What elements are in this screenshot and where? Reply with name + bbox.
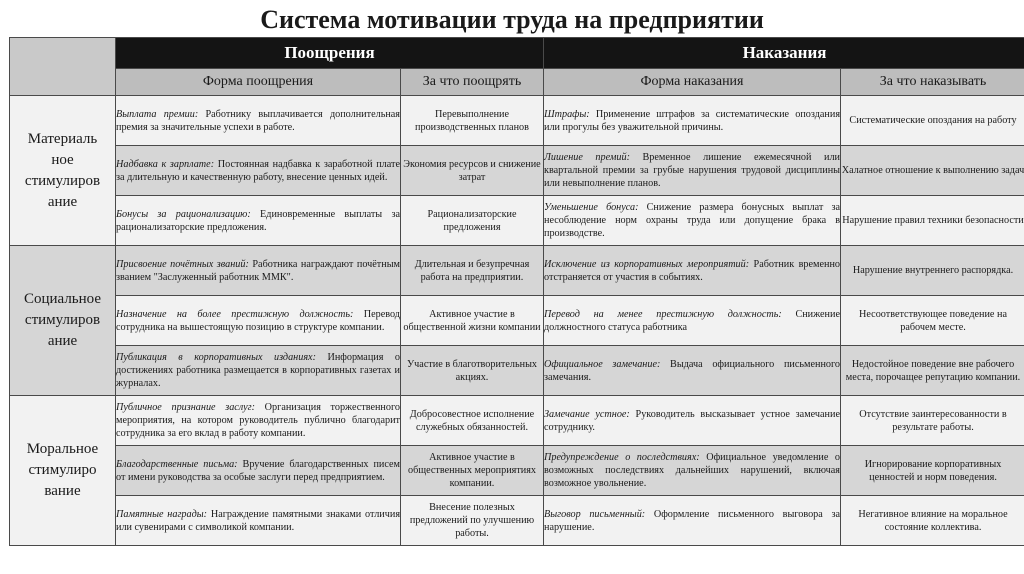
penalty-for-cell: Нарушение правил техники безопасности <box>841 196 1024 246</box>
penalty-text: Руководитель высказывает устное замечание сотруднику. <box>544 408 840 433</box>
reward-label: Назначение на более престижную должность: <box>116 308 354 320</box>
category-label: Моральное стимулиро вание <box>26 441 99 499</box>
table-row <box>10 146 1024 196</box>
reward-label: Выплата премии: <box>116 108 199 120</box>
category-cell-material <box>10 96 116 246</box>
penalty-text: Оформление письменного выговора за нарушение. <box>544 508 840 533</box>
reward-text: Работника награждают почётным званием "Заслуженный работник ММК". <box>116 258 400 283</box>
penalty-form-cell <box>544 246 841 296</box>
reward-for-cell: Экономия ресурсов и снижение затрат <box>401 146 544 196</box>
reward-form-header: Форма поощрения <box>116 69 401 96</box>
penalty-label: Уменьшение бонуса: <box>544 202 639 213</box>
table-row <box>10 396 1024 446</box>
reward-for-cell: Рационализаторские предложения <box>401 196 544 246</box>
reward-for-cell: Активное участие в общественных мероприятиях компании. <box>401 446 544 496</box>
penalty-label: Исключение из корпоративных мероприятий: <box>544 258 750 270</box>
reward-form-cell <box>116 196 401 246</box>
penalty-label: Лишение премий: <box>544 152 630 163</box>
penalty-for-cell: Несоответствующее поведение на рабочем месте. <box>841 296 1024 346</box>
penalty-for-cell: Нарушение внутреннего распорядка. <box>841 246 1024 296</box>
reward-form-cell <box>116 346 401 396</box>
reward-label: Надбавка к зарплате: <box>116 158 215 170</box>
penalty-label: Замечание устное: <box>544 408 630 420</box>
table-row <box>10 296 1024 346</box>
penalty-form-header: Форма наказания <box>544 69 841 96</box>
reward-form-cell <box>116 446 401 496</box>
penalty-text: Снижение должностного статуса работника <box>544 308 840 333</box>
reward-form-cell <box>116 96 401 146</box>
penalty-label: Предупреждение о последствиях: <box>544 452 700 463</box>
table-row <box>10 346 1024 396</box>
penalty-text: Временное лишение ежемесячной или квартальной премии за грубые нарушения трудовой дисциплины или невыполнение планов. <box>544 152 840 189</box>
reward-for-cell: Внесение полезных предложений по улучшению работы. <box>401 496 544 546</box>
reward-for-header: За что поощрять <box>401 69 544 96</box>
table-row <box>10 496 1024 546</box>
reward-for-cell: Активное участие в общественной жизни компании <box>401 296 544 346</box>
reward-form-cell <box>116 246 401 296</box>
penalty-form-cell <box>544 496 841 546</box>
penalty-form-cell <box>544 446 841 496</box>
reward-text: Организация торжественного мероприятия, на котором руководитель публично благодарит сотрудника за его вклад в работу компании. <box>116 402 400 439</box>
reward-text: Информация о достижениях работника размещается в корпоративных газетах и журналах. <box>116 352 400 389</box>
penalty-form-cell <box>544 346 841 396</box>
reward-for-cell: Участие в благотворительных акциях. <box>401 346 544 396</box>
category-label: Социальное стимулиров ание <box>23 291 102 349</box>
penalty-label: Штрафы: <box>544 108 590 120</box>
reward-form-cell <box>116 396 401 446</box>
penalty-label: Перевод на менее престижную должность: <box>544 308 782 320</box>
header-row-2 <box>10 69 1024 96</box>
penalty-for-cell: Недостойное поведение вне рабочего места, порочащее репутацию компании. <box>841 346 1024 396</box>
motivation-table <box>9 37 1024 546</box>
table-row <box>10 196 1024 246</box>
penalty-text: Выдача официального письменного замечания. <box>544 358 841 383</box>
page-title: Система мотивации труда на предприятии <box>260 5 764 34</box>
penalty-form-cell <box>544 96 841 146</box>
reward-label: Бонусы за рационализацию: <box>116 208 251 220</box>
reward-for-cell: Добросовестное исполнение служебных обязанностей. <box>401 396 544 446</box>
reward-label: Публичное признание заслуг: <box>116 402 256 413</box>
category-label: Материаль ное стимулиров ание <box>24 130 101 210</box>
penalty-for-cell: Негативное влияние на моральное состояние коллектива. <box>841 496 1024 546</box>
penalty-form-cell <box>544 146 841 196</box>
penalties-header: Наказания <box>544 38 1024 69</box>
penalty-for-cell: Систематические опоздания на работу <box>841 96 1024 146</box>
reward-for-cell: Перевыполнение производственных планов <box>401 96 544 146</box>
rewards-header: Поощрения <box>116 38 544 69</box>
table-row <box>10 96 1024 146</box>
corner-cell <box>10 38 116 96</box>
reward-form-cell <box>116 296 401 346</box>
reward-text: Постоянная надбавка к заработной плате за длительную и качественную работу, внесение ценных идей. <box>116 158 400 183</box>
penalty-label: Официальное замечание: <box>544 358 661 370</box>
penalty-for-cell: Халатное отношение к выполнению задач <box>841 146 1024 196</box>
reward-form-cell <box>116 496 401 546</box>
reward-text: Вручение благодарственных писем от имени руководства за особые заслуги перед предприятием. <box>116 458 400 483</box>
reward-text: Награждение памятными знаками отличия или сувенирами с символикой компании. <box>116 508 401 533</box>
reward-label: Благодарственные письма: <box>116 458 238 470</box>
penalty-form-cell <box>544 296 841 346</box>
reward-for-cell: Длительная и безупречная работа на предприятии. <box>401 246 544 296</box>
penalty-for-cell: Отсутствие заинтересованности в результате работы. <box>841 396 1024 446</box>
table-row <box>10 246 1024 296</box>
reward-text: Перевод сотрудника на вышестоящую позицию в структуре компании. <box>116 308 400 333</box>
header-row-1 <box>10 38 1024 69</box>
reward-label: Присвоение почётных званий: <box>116 258 249 270</box>
reward-label: Публикация в корпоративных изданиях: <box>116 352 316 363</box>
penalty-label: Выговор письменный: <box>544 508 646 520</box>
penalty-for-cell: Игнорирование корпоративных ценностей и норм поведения. <box>841 446 1024 496</box>
reward-text: Работнику выплачивается дополнительная премия за значительные успехи в работе. <box>116 108 400 133</box>
reward-label: Памятные награды: <box>116 508 208 520</box>
reward-form-cell <box>116 146 401 196</box>
penalty-form-cell <box>544 396 841 446</box>
penalty-text: Работник временно отстраняется от участия в событиях. <box>544 258 840 283</box>
penalty-text: Снижение размера бонусных выплат за несоблюдение норм охраны труда или допущение брака в производстве. <box>544 202 840 239</box>
penalty-text: Применение штрафов за систематические опоздания или прогулы без уважительной причины. <box>544 108 840 133</box>
table-row <box>10 446 1024 496</box>
category-cell-social <box>10 246 116 396</box>
penalty-form-cell <box>544 196 841 246</box>
category-cell-moral <box>10 396 116 546</box>
penalty-for-header: За что наказывать <box>841 69 1024 96</box>
penalty-text: Официальное уведомление о возможных последствиях дальнейших нарушений, включая возможное увольнение. <box>544 452 841 489</box>
reward-text: Единовременные выплаты за рационализаторские предложения. <box>116 208 400 233</box>
